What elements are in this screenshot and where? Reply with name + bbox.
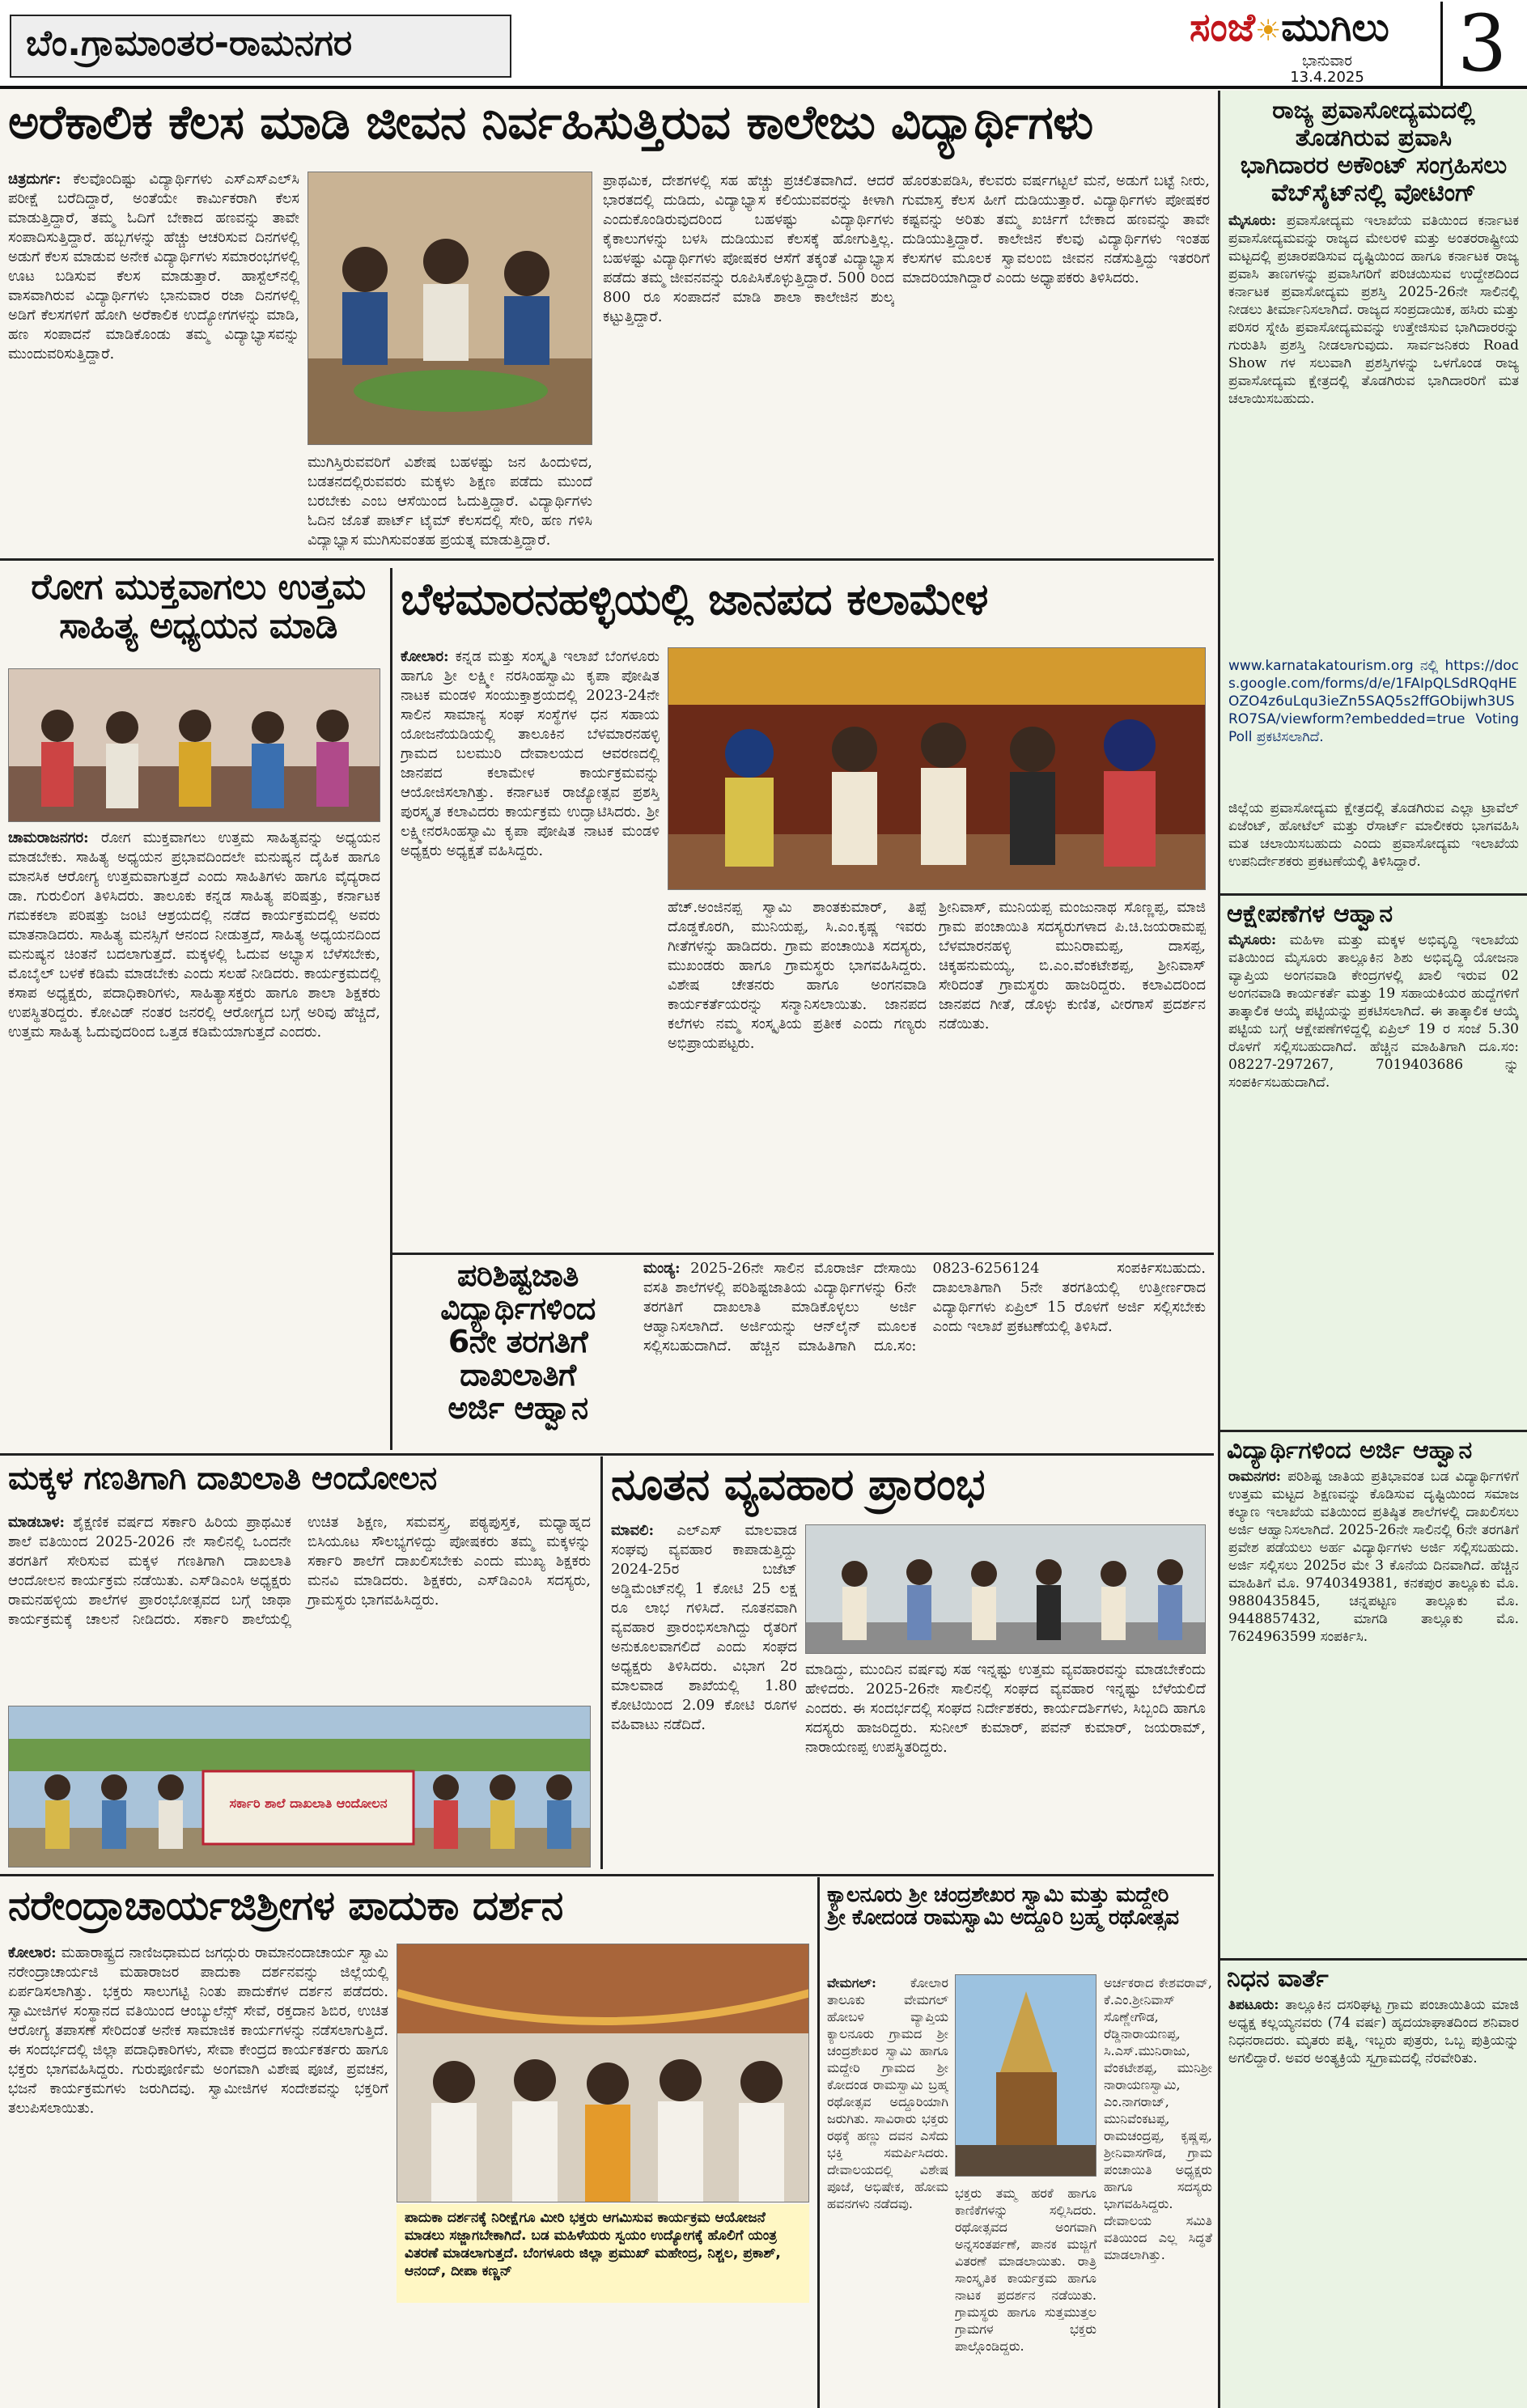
story5-headline: ಮಕ್ಕಳ ಗಣತಿಗಾಗಿ ದಾಖಲಾತಿ ಆಂದೋಲನ <box>8 1460 437 1497</box>
sidebar-box2-dateline: ಮೈಸೂರು: <box>1228 932 1277 948</box>
sidebar-box4-dateline: ತಿಪಟೂರು: <box>1228 1997 1279 2013</box>
sidebar-box4-body: ತಿಪಟೂರು: ತಾಲ್ಲೂಕಿನ ದಸರಿಘಟ್ಟ ಗ್ರಾಮ ಪಂಚಾಯಿತಿಯ ಮಾಜಿ ಅಧ್ಯಕ್ಷ ಕಲ್ಲಯ್ಯನವರು (74 ವರ್ಷ) ಹೃದಯಾಘಾತದಿಂದ ಶನಿವಾರ ನಿಧನರಾದರು. ಮೃತರು ಪತ್ನಿ, ಇಬ್ಬರು ಪುತ್ರರು, ಒಬ್ಬ ಪುತ್ರಿಯನ್ನು ಅಗಲಿದ್ದಾರೆ. ಅವರ ಅಂತ್ಯಕ್ರಿಯೆ ಸ್ವಗ್ರಾಮದಲ್ಲಿ ನೆರವೇರಿತು. <box>1228 1997 1520 2067</box>
sidebar-box2-body: ಮೈಸೂರು: ಮಹಿಳಾ ಮತ್ತು ಮಕ್ಕಳ ಅಭಿವೃದ್ಧಿ ಇಲಾಖೆಯ ವತಿಯಿಂದ ಮೈಸೂರು ತಾಲ್ಲೂಕಿನ ಶಿಶು ಅಭಿವೃದ್ಧಿ ಯೋಜನಾ ವ್ಯಾಪ್ತಿಯ ಅಂಗನವಾಡಿ ಕೇಂದ್ರಗಳಲ್ಲಿ ಖಾಲಿ ಇರುವ 02 ಅಂಗನವಾಡಿ ಕಾರ್ಯಕರ್ತೆ ಮತ್ತು 19 ಸಹಾಯಕಿಯರ ಹುದ್ದೆಗಳಿಗೆ ತಾತ್ಕಾಲಿಕ ಆಯ್ಕೆ ಪಟ್ಟಿಯನ್ನು ಪ್ರಕಟಿಸಲಾಗಿದೆ. ಈ ತಾತ್ಕಾಲಿಕ ಆಯ್ಕೆ ಪಟ್ಟಿಯ ಬಗ್ಗೆ ಆಕ್ಷೇಪಣೆಗಳಿದ್ದಲ್ಲಿ ಏಪ್ರಿಲ್ 19 ರ ಸಂಜೆ 5.30 ರೊಳಗೆ ಸಲ್ಲಿಸಬಹುದಾಗಿದೆ. ಹೆಚ್ಚಿನ ಮಾಹಿತಿಗಾಗಿ ದೂ.ಸಂ: 08227-297267, 7019403686 ನ್ನು ಸಂಪರ್ಕಿಸಬಹುದಾಗಿದೆ. <box>1228 932 1519 1091</box>
sidebar-box4-headline: ನಿಧನ ವಾರ್ತೆ <box>1227 1965 1329 1993</box>
story3-col1: ಕೋಲಾರ: ಕನ್ನಡ ಮತ್ತು ಸಂಸ್ಕೃತಿ ಇಲಾಖೆ ಬೆಂಗಳೂರು ಹಾಗೂ ಶ್ರೀ ಲಕ್ಷ್ಮೀ ನರಸಿಂಹಸ್ವಾಮಿ ಕೃಪಾ ಪೋಷಿತ ನಾಟಕ ಮಂಡಳಿ ಸಂಯುಕ್ತಾಶ್ರಯದಲ್ಲಿ 2023-24ನೇ ಸಾಲಿನ ಸಾಮಾನ್ಯ ಸಂಘ ಸಂಸ್ಥೆಗಳ ಧನ ಸಹಾಯ ಯೋಜನೆಯಡಿಯಲ್ಲಿ ತಾಲೂಕಿನ ಬೆಳಮಾರನಹಳ್ಳಿ ಗ್ರಾಮದ ಬಲಮುರಿ ದೇವಾಲಯದ ಆವರಣದಲ್ಲಿ ಜಾನಪದ ಕಲಾಮೇಳ ಕಾರ್ಯಕ್ರಮವನ್ನು ಆಯೋಜಿಸಲಾಗಿತ್ತು. ಕರ್ನಾಟಕ ರಾಜ್ಯೋತ್ಸವ ಪ್ರಶಸ್ತಿ ಪುರಸ್ಕೃತ ಕಲಾವಿದರು ಕಾರ್ಯಕ್ರಮ ಉದ್ಘಾಟಿಸಿದರು. ಶ್ರೀ ಲಕ್ಷ್ಮೀನರಸಿಂಹಸ್ವಾಮಿ ಕೃಪಾ ಪೋಷಿತ ನಾಟಕ ಮಂಡಳಿ ಅಧ್ಯಕ್ಷರು ಅಧ್ಯಕ್ಷತೆ ವಹಿಸಿದ್ದರು. <box>401 648 660 859</box>
sidebar-box2-headline: ಆಕ್ಷೇಪಣೆಗಳ ಆಹ್ವಾನ <box>1227 900 1393 928</box>
masthead <box>0 0 1527 89</box>
story6-dateline: ಮಾವಲಿ: <box>611 1522 655 1539</box>
story7-dateline: ಕೋಲಾರ: <box>8 1944 57 1961</box>
story7-caption: ಪಾದುಕಾ ದರ್ಶನಕ್ಕೆ ನಿರೀಕ್ಷೆಗೂ ಮೀರಿ ಭಕ್ತರು ಆಗಮಿಸುವ ಕಾರ್ಯಕ್ರಮ ಆಯೋಜನೆ ಮಾಡಲು ಸಜ್ಜಾಗಬೇಕಾಗಿದೆ. ಬಡ ಮಹಿಳೆಯರು ಸ್ವಯಂ ಉದ್ಯೋಗಕ್ಕೆ ಹೊಲಿಗೆ ಯಂತ್ರ ವಿತರಣೆ ಮಾಡಲಾಗುತ್ತದೆ. ಬೆಂಗಳೂರು ಜಿಲ್ಲಾ ಪ್ರಮುಖ್ ಮಹೇಂದ್ರ, ನಿಶ್ಚಲ, ಪ್ರಕಾಶ್, ಆನಂದ್, ದೀಪಾ ಕಣ್ಣನ್ <box>397 2204 809 2303</box>
story5-dateline: ಮಾಡಬಾಳ: <box>8 1514 66 1531</box>
page-number: 3 <box>1440 2 1521 86</box>
story1-dateline: ಚಿತ್ರದುರ್ಗ: <box>8 171 62 188</box>
issue-date <box>1230 53 1424 86</box>
story7-photo <box>397 1944 809 2202</box>
sun-palm-icon: ☀ <box>1254 14 1282 48</box>
story7-body: ಕೋಲಾರ: ಮಹಾರಾಷ್ಟ್ರದ ನಾಣಿಜಧಾಮದ ಜಗದ್ಗುರು ರಾಮಾನಂದಾಚಾರ್ಯ ಸ್ವಾಮಿ ನರೇಂದ್ರಾಚಾರ್ಯಜಿ ಮಹಾರಾಜರ ಪಾದುಕಾ ದರ್ಶನವನ್ನು ಜಿಲ್ಲೆಯಲ್ಲಿ ಏರ್ಪಡಿಸಲಾಗಿತ್ತು. ಭಕ್ತರು ಸಾಲುಗಟ್ಟಿ ನಿಂತು ಪಾದುಕೆಗಳ ದರ್ಶನ ಪಡೆದರು. ಸ್ವಾಮೀಜಿಗಳ ಸಂಸ್ಥಾನದ ವತಿಯಿಂದ ಆಂಬ್ಯುಲೆನ್ಸ್ ಸೇವೆ, ರಕ್ತದಾನ ಶಿಬಿರ, ಉಚಿತ ಆರೋಗ್ಯ ತಪಾಸಣೆ ಸೇರಿದಂತೆ ಅನೇಕ ಸಾಮಾಜಿಕ ಕಾರ್ಯಗಳನ್ನು ನಡೆಸಲಾಗುತ್ತಿದೆ. ಈ ಸಂದರ್ಭದಲ್ಲಿ ಜಿಲ್ಲಾ ಪದಾಧಿಕಾರಿಗಳು, ಸೇವಾ ಕೇಂದ್ರದ ಕಾರ್ಯಕರ್ತರು ಹಾಗೂ ಭಕ್ತರು ಭಾಗವಹಿಸಿದ್ದರು. ಗುರುಪೂರ್ಣಿಮೆ ಅಂಗವಾಗಿ ವಿಶೇಷ ಪೂಜೆ, ಪ್ರವಚನ, ಭಜನೆ ಕಾರ್ಯಕ್ರಮಗಳು ಜರುಗಿದವು. ಸ್ವಾಮೀಜಿಗಳ ಸಂದೇಶವನ್ನು ಭಕ್ತರಿಗೆ ತಲುಪಿಸಲಾಯಿತು. <box>8 1944 388 2117</box>
divider <box>0 558 1214 561</box>
divider <box>390 568 392 1450</box>
story6-photo <box>805 1524 1206 1654</box>
sidebar-box3-headline: ವಿದ್ಯಾರ್ಥಿಗಳಿಂದ ಅರ್ಜಿ ಆಹ್ವಾನ <box>1227 1436 1473 1465</box>
divider <box>1220 1430 1527 1432</box>
story5-banner: ಸರ್ಕಾರಿ ಶಾಲೆ ದಾಖಲಾತಿ ಆಂದೋಲನ <box>229 1795 388 1811</box>
weekday: ಭಾನುವಾರ <box>1302 53 1352 70</box>
story6-col2: ಮಾಡಿದ್ದು, ಮುಂದಿನ ವರ್ಷವು ಸಹ ಇನ್ನಷ್ಟು ಉತ್ತಮ ವ್ಯವಹಾರವನ್ನು ಮಾಡಬೇಕೆಂದು ಹೇಳಿದರು. 2025-26ನೇ ಸಾಲಿನಲ್ಲಿ ಸಂಘದ ವ್ಯವಹಾರ ಇನ್ನಷ್ಟು ಬೆಳೆಯಲಿದೆ ಎಂದರು. ಈ ಸಂದರ್ಭದಲ್ಲಿ ಸಂಘದ ನಿರ್ದೇಶಕರು, ಕಾರ್ಯದರ್ಶಿಗಳು, ಸಿಬ್ಬಂದಿ ಹಾಗೂ ಸದಸ್ಯರು ಹಾಜರಿದ್ದರು. ಸುನೀಲ್ ಕುಮಾರ್, ಪವನ್ ಕುಮಾರ್, ಜಯರಾಮ್, ನಾರಾಯಣಪ್ಪ ಉಪಸ್ಥಿತರಿದ್ದರು. <box>805 1661 1206 1756</box>
story2-dateline: ಚಾಮರಾಜನಗರ: <box>8 829 89 846</box>
story6-col1: ಮಾವಲಿ: ಎಲ್‌ಎಸ್ ಮಾಲವಾಡ ಸಂಘವು ವ್ಯವಹಾರ ಕಾಪಾಡುತ್ತಿದ್ದು 2024-25ರ ಬಜೆಟ್ ಅಡ್ಡಿಮೆಂಟ್‌ನಲ್ಲಿ 1 ಕೋಟಿ 25 ಲಕ್ಷ ರೂ ಲಾಭ ಗಳಿಸಿದೆ. ನೂತನವಾಗಿ ವ್ಯವಹಾರ ಪ್ರಾರಂಭಿಸಲಾಗಿದ್ದು ರೈತರಿಗೆ ಅನುಕೂಲವಾಗಲಿದೆ ಎಂದು ಸಂಘದ ಅಧ್ಯಕ್ಷರು ತಿಳಿಸಿದರು. ವಿಭಾಗ 2ರ ಮಾಲವಾಡ ಶಾಖೆಯಲ್ಲಿ 1.80 ಕೋಟಿಯಿಂದ 2.09 ಕೋಟಿ ರೂಗಳ ವಹಿವಾಟು ನಡೆದಿದೆ. <box>611 1522 797 1733</box>
sidebar-box1-dateline: ಮೈಸೂರು: <box>1228 213 1277 229</box>
story4-body: ಮಂಡ್ಯ: 2025-26ನೇ ಸಾಲಿನ ಮೊರಾರ್ಜಿ ದೇಸಾಯಿ ವಸತಿ ಶಾಲೆಗಳಲ್ಲಿ ಪರಿಶಿಷ್ಟಜಾತಿಯ ವಿದ್ಯಾರ್ಥಿಗಳನ್ನು 6ನೇ ತರಗತಿಗೆ ದಾಖಲಾತಿ ಮಾಡಿಕೊಳ್ಳಲು ಅರ್ಜಿ ಆಹ್ವಾನಿಸಲಾಗಿದೆ. ಅರ್ಜಿಯನ್ನು ಆನ್‌ಲೈನ್ ಮೂಲಕ ಸಲ್ಲಿಸಬಹುದಾಗಿದೆ. ಹೆಚ್ಚಿನ ಮಾಹಿತಿಗಾಗಿ ದೂ.ಸಂ: 0823-6256124 ಸಂಪರ್ಕಿಸಬಹುದು. ದಾಖಲಾತಿಗಾಗಿ 5ನೇ ತರಗತಿಯಲ್ಲಿ ಉತ್ತೀರ್ಣರಾದ ವಿದ್ಯಾರ್ಥಿಗಳು ಏಪ್ರಿಲ್ 15 ರೊಳಗೆ ಅರ್ಜಿ ಸಲ್ಲಿಸಬೇಕು ಎಂದು ಇಲಾಖೆ ಪ್ರಕಟಣೆಯಲ್ಲಿ ತಿಳಿಸಿದೆ. <box>643 1260 1206 1354</box>
section-tag: ಬೆಂ.ಗ್ರಾಮಾಂತರ-ರಾಮನಗರ <box>10 15 511 78</box>
story5-photo <box>8 1706 591 1867</box>
story1-col2: ಮುಗಿಸ್ತಿರುವವರಿಗೆ ವಿಶೇಷ ಬಹಳಷ್ಟು ಜನ ಹಿಂದುಳಿದ, ಬಡತನದಲ್ಲಿರುವವರು ಮಕ್ಕಳು ಶಿಕ್ಷಣ ಪಡೆದು ಮುಂದೆ ಬರಬೇಕು ಎಂಬ ಆಸೆಯಿಂದ ಓದುತ್ತಿದ್ದಾರೆ. ವಿದ್ಯಾರ್ಥಿಗಳು ಓದಿನ ಜೊತೆ ಪಾರ್ಟ್ ಟೈಮ್ ಕೆಲಸದಲ್ಲಿ ಸೇರಿ, ಹಣ ಗಳಿಸಿ ವಿದ್ಯಾಭ್ಯಾಸ ಮುಗಿಸುವಂತಹ ಪ್ರಯತ್ನ ಮಾಡುತ್ತಿದ್ದಾರೆ. <box>308 454 592 549</box>
brand-part-1: ಸಂಜೆ <box>1190 5 1255 50</box>
divider <box>817 1877 820 2408</box>
story5-body: ಮಾಡಬಾಳ: ಶೈಕ್ಷಣಿಕ ವರ್ಷದ ಸರ್ಕಾರಿ ಹಿರಿಯ ಪ್ರಾಥಮಿಕ ಶಾಲೆ ವತಿಯಿಂದ 2025-2026 ನೇ ಸಾಲಿನಲ್ಲಿ ಒಂದನೇ ತರಗತಿಗೆ ಸೇರಿಸುವ ಮಕ್ಕಳ ಗಣತಿಗಾಗಿ ದಾಖಲಾತಿ ಆಂದೋಲನ ಕಾರ್ಯಕ್ರಮ ನಡೆಯಿತು. ಎಸ್‌ಡಿಎಂಸಿ ಅಧ್ಯಕ್ಷರು ರಾಮನಹಳ್ಳಿಯ ಶಾಲೆಗಳ ಪ್ರಾರಂಭೋತ್ಸವದ ಬಗ್ಗೆ ಜಾಥಾ ಕಾರ್ಯಕ್ರಮಕ್ಕೆ ಚಾಲನೆ ನೀಡಿದರು. ಸರ್ಕಾರಿ ಶಾಲೆಯಲ್ಲಿ ಉಚಿತ ಶಿಕ್ಷಣ, ಸಮವಸ್ತ್ರ, ಪಠ್ಯಪುಸ್ತಕ, ಮಧ್ಯಾಹ್ನದ ಬಿಸಿಯೂಟ ಸೌಲಭ್ಯಗಳಿದ್ದು ಪೋಷಕರು ತಮ್ಮ ಮಕ್ಕಳನ್ನು ಸರ್ಕಾರಿ ಶಾಲೆಗೆ ದಾಖಲಿಸಬೇಕು ಎಂದು ಮುಖ್ಯ ಶಿಕ್ಷಕರು ಮನವಿ ಮಾಡಿದರು. ಶಿಕ್ಷಕರು, ಎಸ್‌ಡಿಎಂಸಿ ಸದಸ್ಯರು, ಗ್ರಾಮಸ್ಥರು ಭಾಗವಹಿಸಿದ್ದರು. <box>8 1514 591 1628</box>
story7-headline: ನರೇಂದ್ರಾಚಾರ್ಯಜಿಶ್ರೀಗಳ ಪಾದುಕಾ ದರ್ಶನ <box>8 1882 563 1929</box>
divider <box>600 1456 603 1869</box>
story8-headline: ಕ್ಯಾಲನೂರು ಶ್ರೀ ಚಂದ್ರಶೇಖರ ಸ್ವಾಮಿ ಮತ್ತು ಮದ್ದೇರಿ ಶ್ರೀ ಕೋದಂಡ ರಾಮಸ್ವಾಮಿ ಅದ್ದೂರಿ ಬ್ರಹ್ಮ ರಥೋತ್ಸವ <box>827 1883 1179 1931</box>
story6-headline: ನೂತನ ವ್ಯವಹಾರ ಪ್ರಾರಂಭ <box>611 1459 985 1510</box>
divider <box>1220 1958 1527 1961</box>
story3-col2: ಹೆಚ್.ಅಂಜಿನಪ್ಪ ಸ್ವಾಮಿ ಶಾಂತಕುಮಾರ್, ತಿಪ್ಪೆ ದೊಡ್ಡಕೊರಗಿ, ಮುನಿಯಪ್ಪ, ಸಿ.ಎಂ.ಕೃಷ್ಣ ಇವರು ಗೀತೆಗಳನ್ನು ಹಾಡಿದರು. ಗ್ರಾಮ ಪಂಚಾಯಿತಿ ಸದಸ್ಯರು, ಮುಖಂಡರು ಹಾಗೂ ಗ್ರಾಮಸ್ಥರು ಭಾಗವಹಿಸಿದ್ದರು. ವಿಶೇಷ ಚೇತನರು ಹಾಗೂ ಅಂಗನವಾಡಿ ಕಾರ್ಯಕರ್ತೆಯರನ್ನು ಸನ್ಮಾನಿಸಲಾಯಿತು. ಜಾನಪದ ಕಲೆಗಳು ನಮ್ಮ ಸಂಸ್ಕೃತಿಯ ಪ್ರತೀಕ ಎಂದು ಗಣ್ಯರು ಅಭಿಪ್ರಾಯಪಟ್ಟರು. <box>668 899 927 1052</box>
sidebar-box3-dateline: ರಾಮನಗರ: <box>1228 1469 1282 1485</box>
story1-col4: ಹೊರತುಪಡಿಸಿ, ಕೆಲವರು ವರ್ಷಗಟ್ಟಲೆ ಮನೆ, ಅಡುಗೆ ಬಟ್ಟೆ ನೀರು, ಗುಮಾಸ್ತ ಕೆಲಸ ಹೀಗೆ ದುಡಿಯುತ್ತಾರೆ. ವಿದ್ಯಾರ್ಥಿಗಳು ಪೋಷಕರ ಕಷ್ಟವನ್ನು ಅರಿತು ತಮ್ಮ ಖರ್ಚಿಗೆ ಬೇಕಾದ ಹಣವನ್ನು ತಾವೇ ದುಡಿಯುತ್ತಿದ್ದಾರೆ. ಕಾಲೇಜಿನ ಕೆಲವು ವಿದ್ಯಾರ್ಥಿಗಳು ಇಂತಹ ಕೆಲಸಗಳ ಮೂಲಕ ಸ್ವಾವಲಂಬಿ ಜೀವನ ನಡೆಸುತ್ತಿದ್ದು ಇತರರಿಗೆ ಮಾದರಿಯಾಗಿದ್ದಾರೆ ಎಂದು ಅಧ್ಯಾಪಕರು ತಿಳಿಸಿದರು. <box>902 172 1210 286</box>
story2-body: ಚಾಮರಾಜನಗರ: ರೋಗ ಮುಕ್ತವಾಗಲು ಉತ್ತಮ ಸಾಹಿತ್ಯವನ್ನು ಅಧ್ಯಯನ ಮಾಡಬೇಕು. ಸಾಹಿತ್ಯ ಅಧ್ಯಯನ ಪ್ರಭಾವದಿಂದಲೇ ಮನುಷ್ಯನ ದೈಹಿಕ ಹಾಗೂ ಮಾನಸಿಕ ಆರೋಗ್ಯ ಉತ್ತಮವಾಗುತ್ತದೆ ಎಂದು ಸಾಹಿತಿಗಳು ಹಾಗೂ ವೈದ್ಯರಾದ ಡಾ. ಗುರುಲಿಂಗ ತಿಳಿಸಿದರು. ತಾಲೂಕು ಕನ್ನಡ ಸಾಹಿತ್ಯ ಪರಿಷತ್ತು, ಕರ್ನಾಟಕ ಗಮಕಕಲಾ ಪರಿಷತ್ತು ಜಂಟಿ ಆಶ್ರಯದಲ್ಲಿ ನಡೆದ ಕಾರ್ಯಕ್ರಮದಲ್ಲಿ ಅವರು ಮಾತನಾಡಿದರು. ಸಾಹಿತ್ಯ ಮನಸ್ಸಿಗೆ ಆನಂದ ನೀಡುತ್ತದೆ, ಸಾಹಿತ್ಯ ಅಧ್ಯಯನದಿಂದ ಮನುಷ್ಯನ ಚಿಂತನೆ ಬದಲಾಗುತ್ತದೆ. ಮಕ್ಕಳಲ್ಲಿ ಓದುವ ಅಭ್ಯಾಸ ಬೆಳೆಸಬೇಕು, ಮೊಬೈಲ್ ಬಳಕೆ ಕಡಿಮೆ ಮಾಡಬೇಕು ಎಂದು ಸಲಹೆ ನೀಡಿದರು. ಕಾರ್ಯಕ್ರಮದಲ್ಲಿ ಕಸಾಪ ಅಧ್ಯಕ್ಷರು, ಪದಾಧಿಕಾರಿಗಳು, ಸಾಹಿತ್ಯಾಸಕ್ತರು ಹಾಗೂ ಶಾಲಾ ಶಿಕ್ಷಕರು ಉಪಸ್ಥಿತರಿದ್ದರು. ಕೋವಿಡ್ ನಂತರ ಜನರಲ್ಲಿ ಆರೋಗ್ಯದ ಬಗ್ಗೆ ಅರಿವು ಹೆಚ್ಚಿದೆ, ಉತ್ತಮ ಸಾಹಿತ್ಯ ಓದುವುದರಿಂದ ಒತ್ತಡ ಕಡಿಮೆಯಾಗುತ್ತದೆ ಎಂದರು. <box>8 829 380 1041</box>
tourism-vote-link[interactable]: www.karnatakatourism.org ನಲ್ಲಿ https://docs.google.com/forms/d/e/1FAIpQLSdRQqHEOZO4z6uLqu3ieZn5SAQ5s2ffGObijwh3USRO7SA/viewform?embedded=true Voting Poll ಪ್ರಕಟಿಸಲಾಗಿದೆ. <box>1228 658 1519 745</box>
divider <box>0 1453 1214 1456</box>
story3-col3: ಶ್ರೀನಿವಾಸ್, ಮುನಿಯಪ್ಪ ಮಂಜುನಾಥ ಸೊಣ್ಣಪ್ಪ, ಮಾಜಿ ಗ್ರಾಮ ಪಂಚಾಯಿತಿ ಸದಸ್ಯರುಗಳಾದ ಪಿ.ಚಿ.ಜಯರಾಮಪ್ಪ ಬೆಳಮಾರನಹಳ್ಳಿ ಮುನಿರಾಮಪ್ಪ, ದಾಸಪ್ಪ, ಚಿಕ್ಕಹನುಮಯ್ಯ, ಬಿ.ಎಂ.ವೆಂಕಟೇಶಪ್ಪ, ಶ್ರೀನಿವಾಸ್ ಸೇರಿದಂತೆ ಗ್ರಾಮಸ್ಥರು ಹಾಜರಿದ್ದರು. ಕಲಾವಿದರಿಂದ ಜಾನಪದ ಗೀತೆ, ಡೊಳ್ಳು ಕುಣಿತ, ವೀರಗಾಸೆ ಪ್ರದರ್ಶನ ನಡೆಯಿತು. <box>939 899 1206 1032</box>
divider <box>392 1253 1214 1255</box>
story4-headline: ಪರಿಶಿಷ್ಟಜಾತಿ ವಿದ್ಯಾರ್ಥಿಗಳಿಂದ 6ನೇ ತರಗತಿಗೆ ದಾಖಲಾತಿಗೆ ಅರ್ಜಿ ಆಹ್ವಾನ <box>440 1257 596 1427</box>
divider <box>1220 893 1527 896</box>
sidebar <box>1218 91 1527 2408</box>
story8-col2: ಭಕ್ತರು ತಮ್ಮ ಹರಕೆ ಹಾಗೂ ಕಾಣಿಕೆಗಳನ್ನು ಸಲ್ಲಿಸಿದರು. ರಥೋತ್ಸವದ ಅಂಗವಾಗಿ ಅನ್ನಸಂತರ್ಪಣೆ, ಪಾನಕ ಮಜ್ಜಿಗೆ ವಿತರಣೆ ಮಾಡಲಾಯಿತು. ರಾತ್ರಿ ಸಾಂಸ್ಕೃತಿಕ ಕಾರ್ಯಕ್ರಮ ಹಾಗೂ ನಾಟಕ ಪ್ರದರ್ಶನ ನಡೆಯಿತು. ಗ್ರಾಮಸ್ಥರು ಹಾಗೂ ಸುತ್ತಮುತ್ತಲ ಗ್ರಾಮಗಳ ಭಕ್ತರು ಪಾಲ್ಗೊಂಡಿದ್ದರು. <box>955 2185 1096 2354</box>
story3-photo <box>668 647 1206 890</box>
sidebar-box3-body: ರಾಮನಗರ: ಪರಿಶಿಷ್ಟ ಜಾತಿಯ ಪ್ರತಿಭಾವಂತ ಬಡ ವಿದ್ಯಾರ್ಥಿಗಳಿಗೆ ಉತ್ತಮ ಮಟ್ಟದ ಶಿಕ್ಷಣವನ್ನು ಕೊಡಿಸುವ ದೃಷ್ಟಿಯಿಂದ ಸಮಾಜ ಕಲ್ಯಾಣ ಇಲಾಖೆಯ ವತಿಯಿಂದ ಪ್ರತಿಷ್ಠಿತ ಶಾಲೆಗಳಲ್ಲಿ ದಾಖಲಿಸಲು ಅರ್ಜಿ ಆಹ್ವಾನಿಸಲಾಗಿದೆ. 2025-26ನೇ ಸಾಲಿನಲ್ಲಿ 6ನೇ ತರಗತಿಗೆ ಪ್ರವೇಶ ಪಡೆಯಲು ಅರ್ಹ ವಿದ್ಯಾರ್ಥಿಗಳು ಅರ್ಜಿ ಸಲ್ಲಿಸಬಹುದು. ಅರ್ಜಿ ಸಲ್ಲಿಸಲು 2025ರ ಮೇ 3 ಕೊನೆಯ ದಿನವಾಗಿದೆ. ಹೆಚ್ಚಿನ ಮಾಹಿತಿಗೆ ಮೊ. 9740349381, ಕನಕಪುರ ತಾಲ್ಲೂಕು ಮೊ. 9880435845, ಚನ್ನಪಟ್ಟಣ ತಾಲ್ಲೂಕು ಮೊ. 9448857432, ಮಾಗಡಿ ತಾಲ್ಲೂಕು ಮೊ. 7624963599 ಸಂಪರ್ಕಿಸಿ. <box>1228 1469 1520 1645</box>
story1-col3: ಪ್ರಾಥಮಿಕ, ದೇಶಗಳಲ್ಲಿ ಸಹ ಹೆಚ್ಚು ಪ್ರಚಲಿತವಾಗಿದೆ. ಆದರೆ ಭಾರತದಲ್ಲಿ ದುಡಿದು, ವಿದ್ಯಾಭ್ಯಾಸ ಕಲಿಯುವವರನ್ನು ಕೀಳಾಗಿ ಎಂದುಕೊಂಡಿರುವುದರಿಂದ ಬಹಳಷ್ಟು ವಿದ್ಯಾರ್ಥಿಗಳು ಕೈಕಾಲುಗಳನ್ನು ಬಳಸಿ ದುಡಿಯುವ ಕೆಲಸಕ್ಕೆ ಹೋಗುತ್ತಿಲ್ಲ. ಬಹಳಷ್ಟು ವಿದ್ಯಾರ್ಥಿಗಳು ಪೋಷಕರ ಆಸೆಗೆ ತಕ್ಕಂತೆ ವಿದ್ಯಾಭ್ಯಾಸ ಪಡೆದು ತಮ್ಮ ಜೀವನವನ್ನು ರೂಪಿಸಿಕೊಳ್ಳುತ್ತಿದ್ದಾರೆ. 500 ರಿಂದ 800 ರೂ ಸಂಪಾದನೆ ಮಾಡಿ ಶಾಲಾ ಕಾಲೇಜಿನ ಶುಲ್ಕ ಕಟ್ಟುತ್ತಿದ್ದಾರೆ. <box>603 172 894 325</box>
divider <box>0 1874 1214 1876</box>
story4-dateline: ಮಂಡ್ಯ: <box>643 1260 681 1277</box>
sidebar-box1-headline: ರಾಜ್ಯ ಪ್ರವಾಸೋದ್ಯಮದಲ್ಲಿ ತೊಡಗಿರುವ ಪ್ರವಾಸಿ ಭಾಗಿದಾರರ ಅಕೌಂಟ್ ಸಂಗ್ರಹಿಸಲು ವೆಬ್‌ಸೈಟ್‌ನಲ್ಲಿ ವೋಟಿಂಗ್ <box>1240 96 1508 207</box>
story2-photo <box>8 668 380 822</box>
sidebar-box1-body: ಮೈಸೂರು: ಪ್ರವಾಸೋದ್ಯಮ ಇಲಾಖೆಯ ವತಿಯಿಂದ ಕರ್ನಾಟಕ ಪ್ರವಾಸೋದ್ಯಮವನ್ನು ರಾಜ್ಯದ ಮೇಲರಳಿ ಮತ್ತು ಅಂತರರಾಷ್ಟ್ರೀಯ ಮಟ್ಟದಲ್ಲಿ ಪ್ರಚಾರಪಡಿಸುವ ದೃಷ್ಟಿಯಿಂದ ಹಾಗೂ ಕರ್ನಾಟಕ ರಾಜ್ಯ ಪ್ರವಾಸಿ ತಾಣಗಳನ್ನು ಪ್ರವಾಸಿಗರಿಗೆ ಪರಿಚಯಿಸುವ ಉದ್ದೇಶದಿಂದ ಕರ್ನಾಟಕ ಪ್ರವಾಸೋದ್ಯಮ ಪ್ರಶಸ್ತಿ 2025-26ನೇ ಸಾಲಿನಲ್ಲಿ ನೀಡಲು ತೀರ್ಮಾನಿಸಲಾಗಿದೆ. ರಾಜ್ಯದ ಸಂಪ್ರದಾಯಿಕ, ಹಸಿರು ಮತ್ತು ಪರಿಸರ ಸ್ನೇಹಿ ಪ್ರವಾಸೋದ್ಯಮವನ್ನು ಉತ್ತೇಜಿಸುವ ಭಾಗಿದಾರರನ್ನು ಗುರುತಿಸಿ ಪ್ರಶಸ್ತಿ ನೀಡಲಾಗುವುದು. ಸಾರ್ವಜನಿಕರು Road Show ಗಳ ಸಲುವಾಗಿ ಪ್ರಶಸ್ತಿಗಳನ್ನು ಒಳಗೊಂಡ ರಾಜ್ಯ ಪ್ರವಾಸೋದ್ಯಮ ಕ್ಷೇತ್ರದಲ್ಲಿ ತೊಡಗಿರುವ ಭಾಗಿದಾರರಿಗೆ ಮತ ಚಲಾಯಿಸಬಹುದು. <box>1228 213 1519 407</box>
story8-dateline: ವೇಮಗಲ್: <box>827 1975 876 1990</box>
date: 13.4.2025 <box>1290 69 1364 86</box>
story3-dateline: ಕೋಲಾರ: <box>401 648 449 665</box>
story1-headline: ಅರೆಕಾಲಿಕ ಕೆಲಸ ಮಾಡಿ ಜೀವನ ನಿರ್ವಹಿಸುತ್ತಿರುವ ಕಾಲೇಜು ವಿದ್ಯಾರ್ಥಿಗಳು <box>8 95 1093 150</box>
sidebar-box1-body2: ಜಿಲ್ಲೆಯ ಪ್ರವಾಸೋದ್ಯಮ ಕ್ಷೇತ್ರದಲ್ಲಿ ತೊಡಗಿರುವ ಎಲ್ಲಾ ಟ್ರಾವೆಲ್ ಏಜೆಂಟ್, ಹೋಟೆಲ್ ಮತ್ತು ರೆಸಾರ್ಟ್ ಮಾಲೀಕರು ಭಾಗವಹಿಸಿ ಮತ ಚಲಾಯಿಸಬಹುದು ಎಂದು ಪ್ರವಾಸೋದ್ಯಮ ಇಲಾಖೆಯ ಉಪನಿರ್ದೇಶಕರು ಪ್ರಕಟಣೆಯಲ್ಲಿ ತಿಳಿಸಿದ್ದಾರೆ. <box>1228 800 1519 870</box>
story3-headline: ಬೆಳಮಾರನಹಳ್ಳಿಯಲ್ಲಿ ಜಾನಪದ ಕಲಾಮೇಳ <box>401 574 988 625</box>
story1-col1: ಚಿತ್ರದುರ್ಗ: ಕೆಲವೊಂದಿಷ್ಟು ವಿದ್ಯಾರ್ಥಿಗಳು ಎಸ್‌ಎಸ್‌ಎಲ್‌ಸಿ ಪರೀಕ್ಷೆ ಬರೆದಿದ್ದಾರೆ, ಅಂತೆಯೇ ಕಾರ್ಮಿಕರಾಗಿ ಕೆಲಸ ಮಾಡುತ್ತಿದ್ದಾರೆ, ತಮ್ಮ ಓದಿಗೆ ಬೇಕಾದ ಹಣವನ್ನು ತಾವೇ ಸಂಪಾದಿಸುತ್ತಿದ್ದಾರೆ. ಹಬ್ಬಗಳನ್ನು ಹೆಚ್ಚು ಆಚರಿಸುವ ದಿನಗಳಲ್ಲಿ ಅಡುಗೆ ಕೆಲಸ ಮಾಡುವ ಅನೇಕ ವಿದ್ಯಾರ್ಥಿಗಳು ಸಮಾರಂಭಗಳಲ್ಲಿ ಊಟ ಬಡಿಸುವ ಕೆಲಸ ಮಾಡುತ್ತಾರೆ. ಹಾಸ್ಟೆಲ್‌ನಲ್ಲಿ ವಾಸವಾಗಿರುವ ವಿದ್ಯಾರ್ಥಿಗಳು ಭಾನುವಾರ ರಜಾ ದಿನಗಳಲ್ಲಿ ಅಡಿಗೆ ಕೆಲಸಗಳಿಗೆ ಹೋಗಿ ಅರೆಕಾಲಿಕ ಉದ್ಯೋಗಗಳನ್ನು ಮಾಡಿ, ಹಣ ಸಂಪಾದನೆ ಮಾಡಿಕೊಂಡು ತಮ್ಮ ವಿದ್ಯಾಭ್ಯಾಸವನ್ನು ಮುಂದುವರಿಸುತ್ತಿದ್ದಾರೆ. <box>8 171 299 362</box>
story8-col1: ವೇಮಗಲ್: ಕೋಲಾರ ತಾಲೂಕು ವೇಮಗಲ್ ಹೋಬಳಿ ವ್ಯಾಪ್ತಿಯ ಕ್ಯಾಲನೂರು ಗ್ರಾಮದ ಶ್ರೀ ಚಂದ್ರಶೇಖರ ಸ್ವಾಮಿ ಹಾಗೂ ಮದ್ದೇರಿ ಗ್ರಾಮದ ಶ್ರೀ ಕೋದಂಡ ರಾಮಸ್ವಾಮಿ ಬ್ರಹ್ಮ ರಥೋತ್ಸವ ಅದ್ದೂರಿಯಾಗಿ ಜರುಗಿತು. ಸಾವಿರಾರು ಭಕ್ತರು ರಥಕ್ಕೆ ಹಣ್ಣು ದವನ ಎಸೆದು ಭಕ್ತಿ ಸಮರ್ಪಿಸಿದರು. ದೇವಾಲಯದಲ್ಲಿ ವಿಶೇಷ ಪೂಜೆ, ಅಭಿಷೇಕ, ಹೋಮ ಹವನಗಳು ನಡೆದವು. <box>827 1975 948 2211</box>
story8-col3: ಅರ್ಚಕರಾದ ಕೇಶವರಾವ್, ಕೆ.ಎಂ.ಶ್ರೀನಿವಾಸ್ ಸೊಣ್ಣೇಗೌಡ, ರೆಡ್ಡಿನಾರಾಯಣಪ್ಪ, ಸಿ.ಎಸ್.ಮುನಿರಾಜು, ವೆಂಕಟೇಶಪ್ಪ, ಮುನಿಶ್ರೀ ನಾರಾಯಣಸ್ವಾಮಿ, ಎಂ.ನಾಗರಾಜ್, ಮುನಿವೆಂಕಟಪ್ಪ, ರಾಮಚಂದ್ರಪ್ಪ, ಕೃಷ್ಣಪ್ಪ, ಶ್ರೀನಿವಾಸಗೌಡ, ಗ್ರಾಮ ಪಂಚಾಯಿತಿ ಅಧ್ಯಕ್ಷರು ಹಾಗೂ ಸದಸ್ಯರು ಭಾಗವಹಿಸಿದ್ದರು. ದೇವಾಲಯ ಸಮಿತಿ ವತಿಯಿಂದ ಎಲ್ಲ ಸಿದ್ಧತೆ ಮಾಡಲಾಗಿತ್ತು. <box>1104 1975 1212 2262</box>
brand-part-2: ಮುಗಿಲು <box>1281 5 1389 50</box>
newspaper-brand <box>1190 5 1432 52</box>
story8-photo <box>955 1974 1096 2177</box>
story2-headline: ರೋಗ ಮುಕ್ತವಾಗಲು ಉತ್ತಮ ಸಾಹಿತ್ಯ ಅಧ್ಯಯನ ಮಾಡಿ <box>31 566 366 647</box>
story1-photo <box>308 172 592 445</box>
